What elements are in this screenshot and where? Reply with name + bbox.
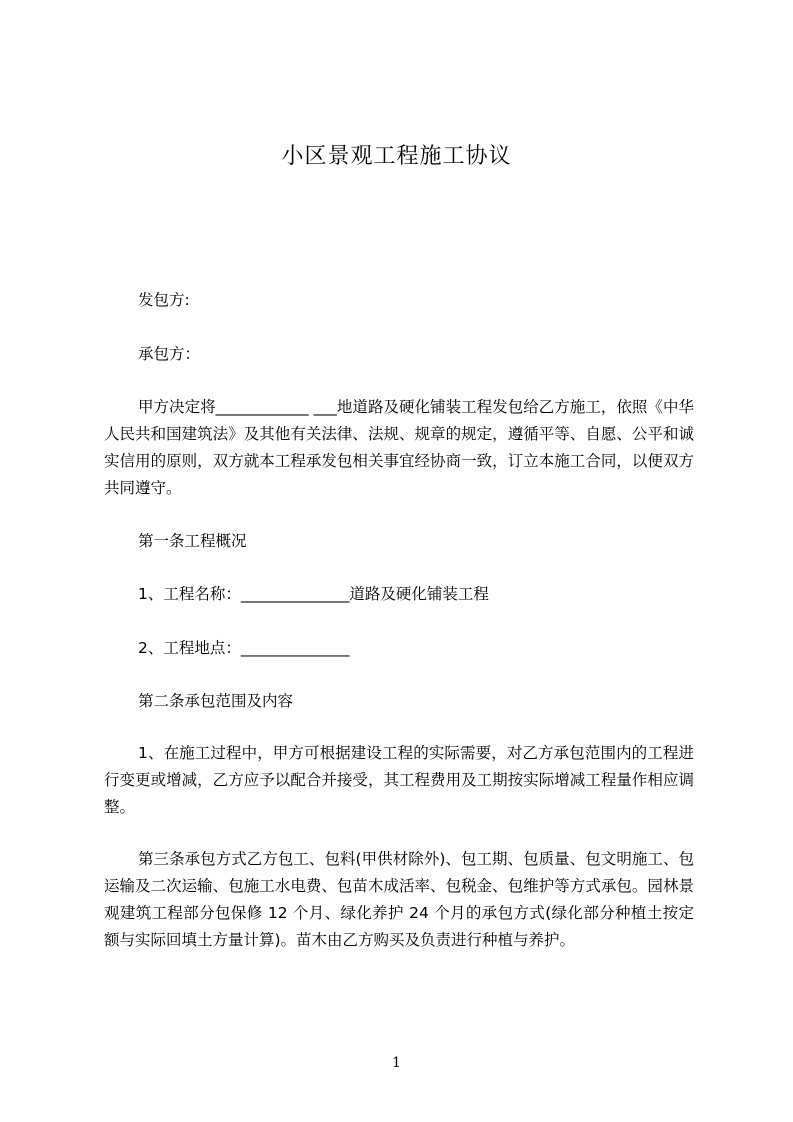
party-b-label: 承包方： <box>138 345 201 363</box>
article-2-text: 1、在施工过程中，甲方可根据建设工程的实际需要，对乙方承包范围内的工程进行变更或增减，乙方应予以配合并接受，其工程费用及工期按实际增减工程量作相应调整。 <box>104 744 694 816</box>
article-2-heading: 第二条承包范围及内容 <box>138 692 294 710</box>
project-name-blank: ______________ <box>240 585 350 603</box>
article-3-paragraph <box>104 846 694 954</box>
project-name-suffix: 道路及硬化铺装工程 <box>349 585 489 603</box>
project-location-line <box>138 638 349 658</box>
article-2-paragraph <box>104 740 694 821</box>
project-location-label: 2、工程地点： <box>138 639 241 657</box>
article-1-heading: 第一条工程概况 <box>138 532 247 550</box>
project-location-blank: ______________ <box>240 639 350 657</box>
project-name-label: 1、工程名称： <box>138 585 241 603</box>
intro-suffix: 地道路及硬化铺装工程发包给乙方施工，依照《中华人民共和国建筑法》及其他有关法律、法规、规章的规定，遵循平等、自愿、公平和诚实信用的原则，双方就本工程承发包相关事宜经协商一致，订立本施工合同，以便双方共同遵守。 <box>104 398 694 497</box>
intro-prefix: 甲方决定将 <box>138 398 216 416</box>
intro-paragraph <box>104 394 694 502</box>
article-3-text: 第三条承包方式乙方包工、包料(甲供材除外)、包工期、包质量、包文明施工、包运输及二次运输、包施工水电费、包苗木成活率、包税金、包维护等方式承包。园林景观建筑工程部分包保修 12 个月、绿化养护 24 个月的承包方式(绿化部分种植土按定额与实际回填土方量计算)。苗木由乙方购买及负责进行种植与养护。 <box>104 850 694 949</box>
project-name-line <box>138 584 489 604</box>
document-title: 小区景观工程施工协议 <box>281 144 512 169</box>
page-number: 1 <box>392 1055 401 1071</box>
party-a-label: 发包方: <box>138 291 190 309</box>
intro-blank: ____________ ___ <box>215 398 337 416</box>
